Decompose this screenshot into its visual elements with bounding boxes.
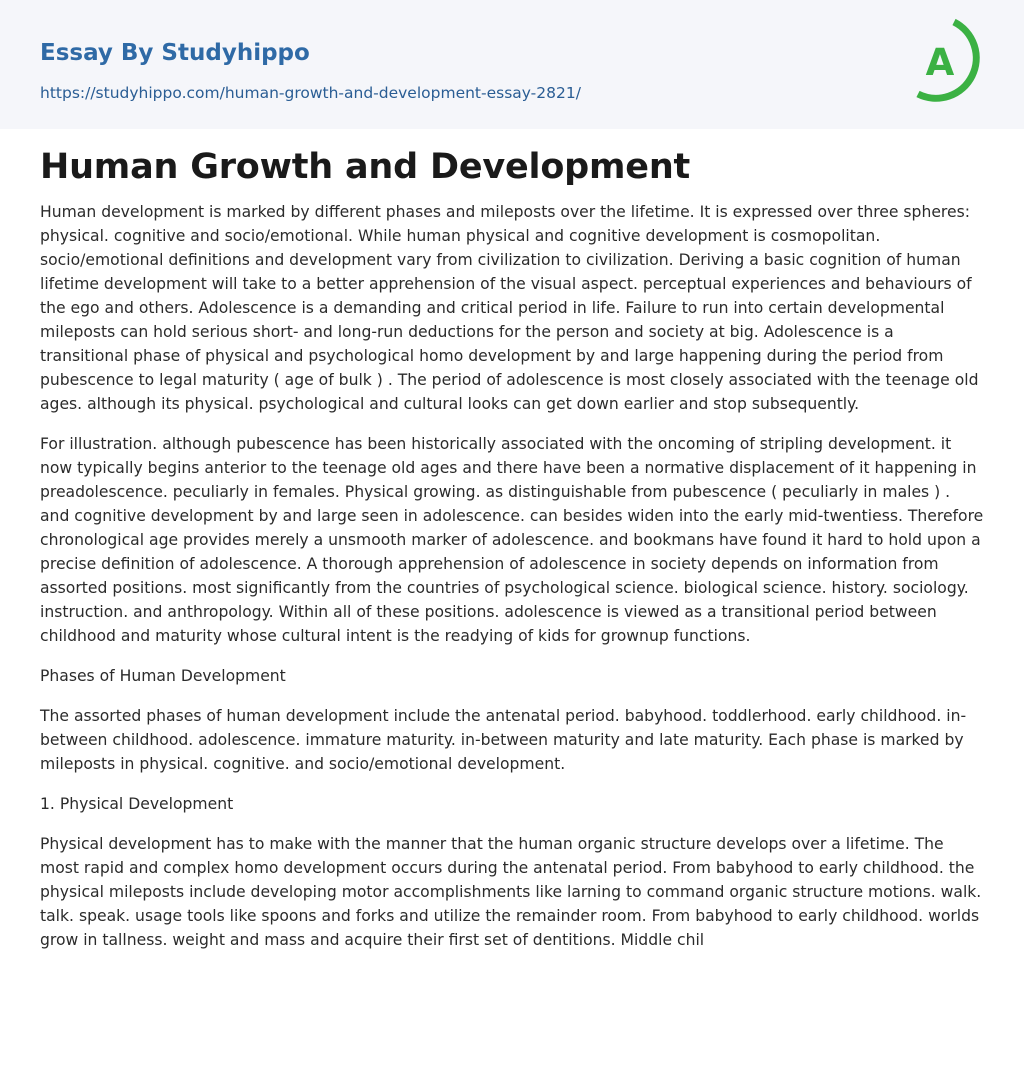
logo-letter: A (925, 41, 955, 84)
source-url-link[interactable]: https://studyhippo.com/human-growth-and-development-essay-2821/ (40, 84, 581, 102)
studyhippo-logo-icon[interactable] (908, 18, 988, 106)
paragraph-phases: The assorted phases of human development include the antenatal period. babyhood. toddlerhood. early childhood. in-between childhood. adolescence. immature maturity. in-between maturity and late maturity. Each phase is marked by mileposts in physical. cognitive. and socio/emotional development. (40, 707, 967, 773)
essay-title: Human Growth and Development (40, 147, 691, 187)
brand-name[interactable]: Essay By Studyhippo (40, 40, 310, 66)
paragraph-intro: Human development is marked by different phases and mileposts over the lifetime. It is expressed over three spheres: physical. cognitive and socio/emotional. While human physical and cognitive development is cosmopolitan. socio/emotional definitions and development vary from civilization to civilization. Deriving a basic cognition of human lifetime development will take to a better apprehension of the visual aspect. perceptual experiences and behaviours of the ego and others. Adolescence is a demanding and critical period in life. Failure to run into certain developmental mileposts can hold serious short- and long-run deductions for the person and society at big. Adolescence is a transitional phase of physical and psychological homo development by and large happening during the period from pubescence to legal maturity ( age of bulk ) . The period of adolescence is most closely associated with the teenage old ages. although its physical. psychological and cultural looks can get down earlier and stop subsequently. (40, 203, 979, 413)
section-heading-phases: Phases of Human Development (40, 667, 286, 685)
paragraph-illustration: For illustration. although pubescence has been historically associated with the oncoming of stripling development. it now typically begins anterior to the teenage old ages and there have been a normative displacement of it happening in preadolescence. peculiarly in females. Physical growing. as distinguishable from pubescence ( peculiarly in males ) . and cognitive development by and large seen in adolescence. can besides widen into the early mid-twentiess. Therefore chronological age provides merely a unsmooth marker of adolescence. and bookmans have found it hard to hold upon a precise definition of adolescence. A thorough apprehension of adolescence in society depends on information from assorted positions. most significantly from the countries of psychological science. biological science. history. sociology. instruction. and anthropology. Within all of these positions. adolescence is viewed as a transitional period between childhood and maturity whose cultural intent is the readying of kids for grownup functions. (40, 435, 984, 645)
site-header (0, 0, 1024, 129)
section-heading-physical: 1. Physical Development (40, 795, 234, 813)
paragraph-physical: Physical development has to make with the manner that the human organic structure develops over a lifetime. The most rapid and complex homo development occurs during the antenatal period. From babyhood to early childhood. the physical mileposts include developing motor accomplishments like larning to command organic structure motions. walk. talk. speak. usage tools like spoons and forks and utilize the remainder room. From babyhood to early childhood. worlds grow in tallness. weight and mass and acquire their first set of dentitions. Middle chil (40, 835, 982, 949)
essay-body (40, 200, 984, 968)
